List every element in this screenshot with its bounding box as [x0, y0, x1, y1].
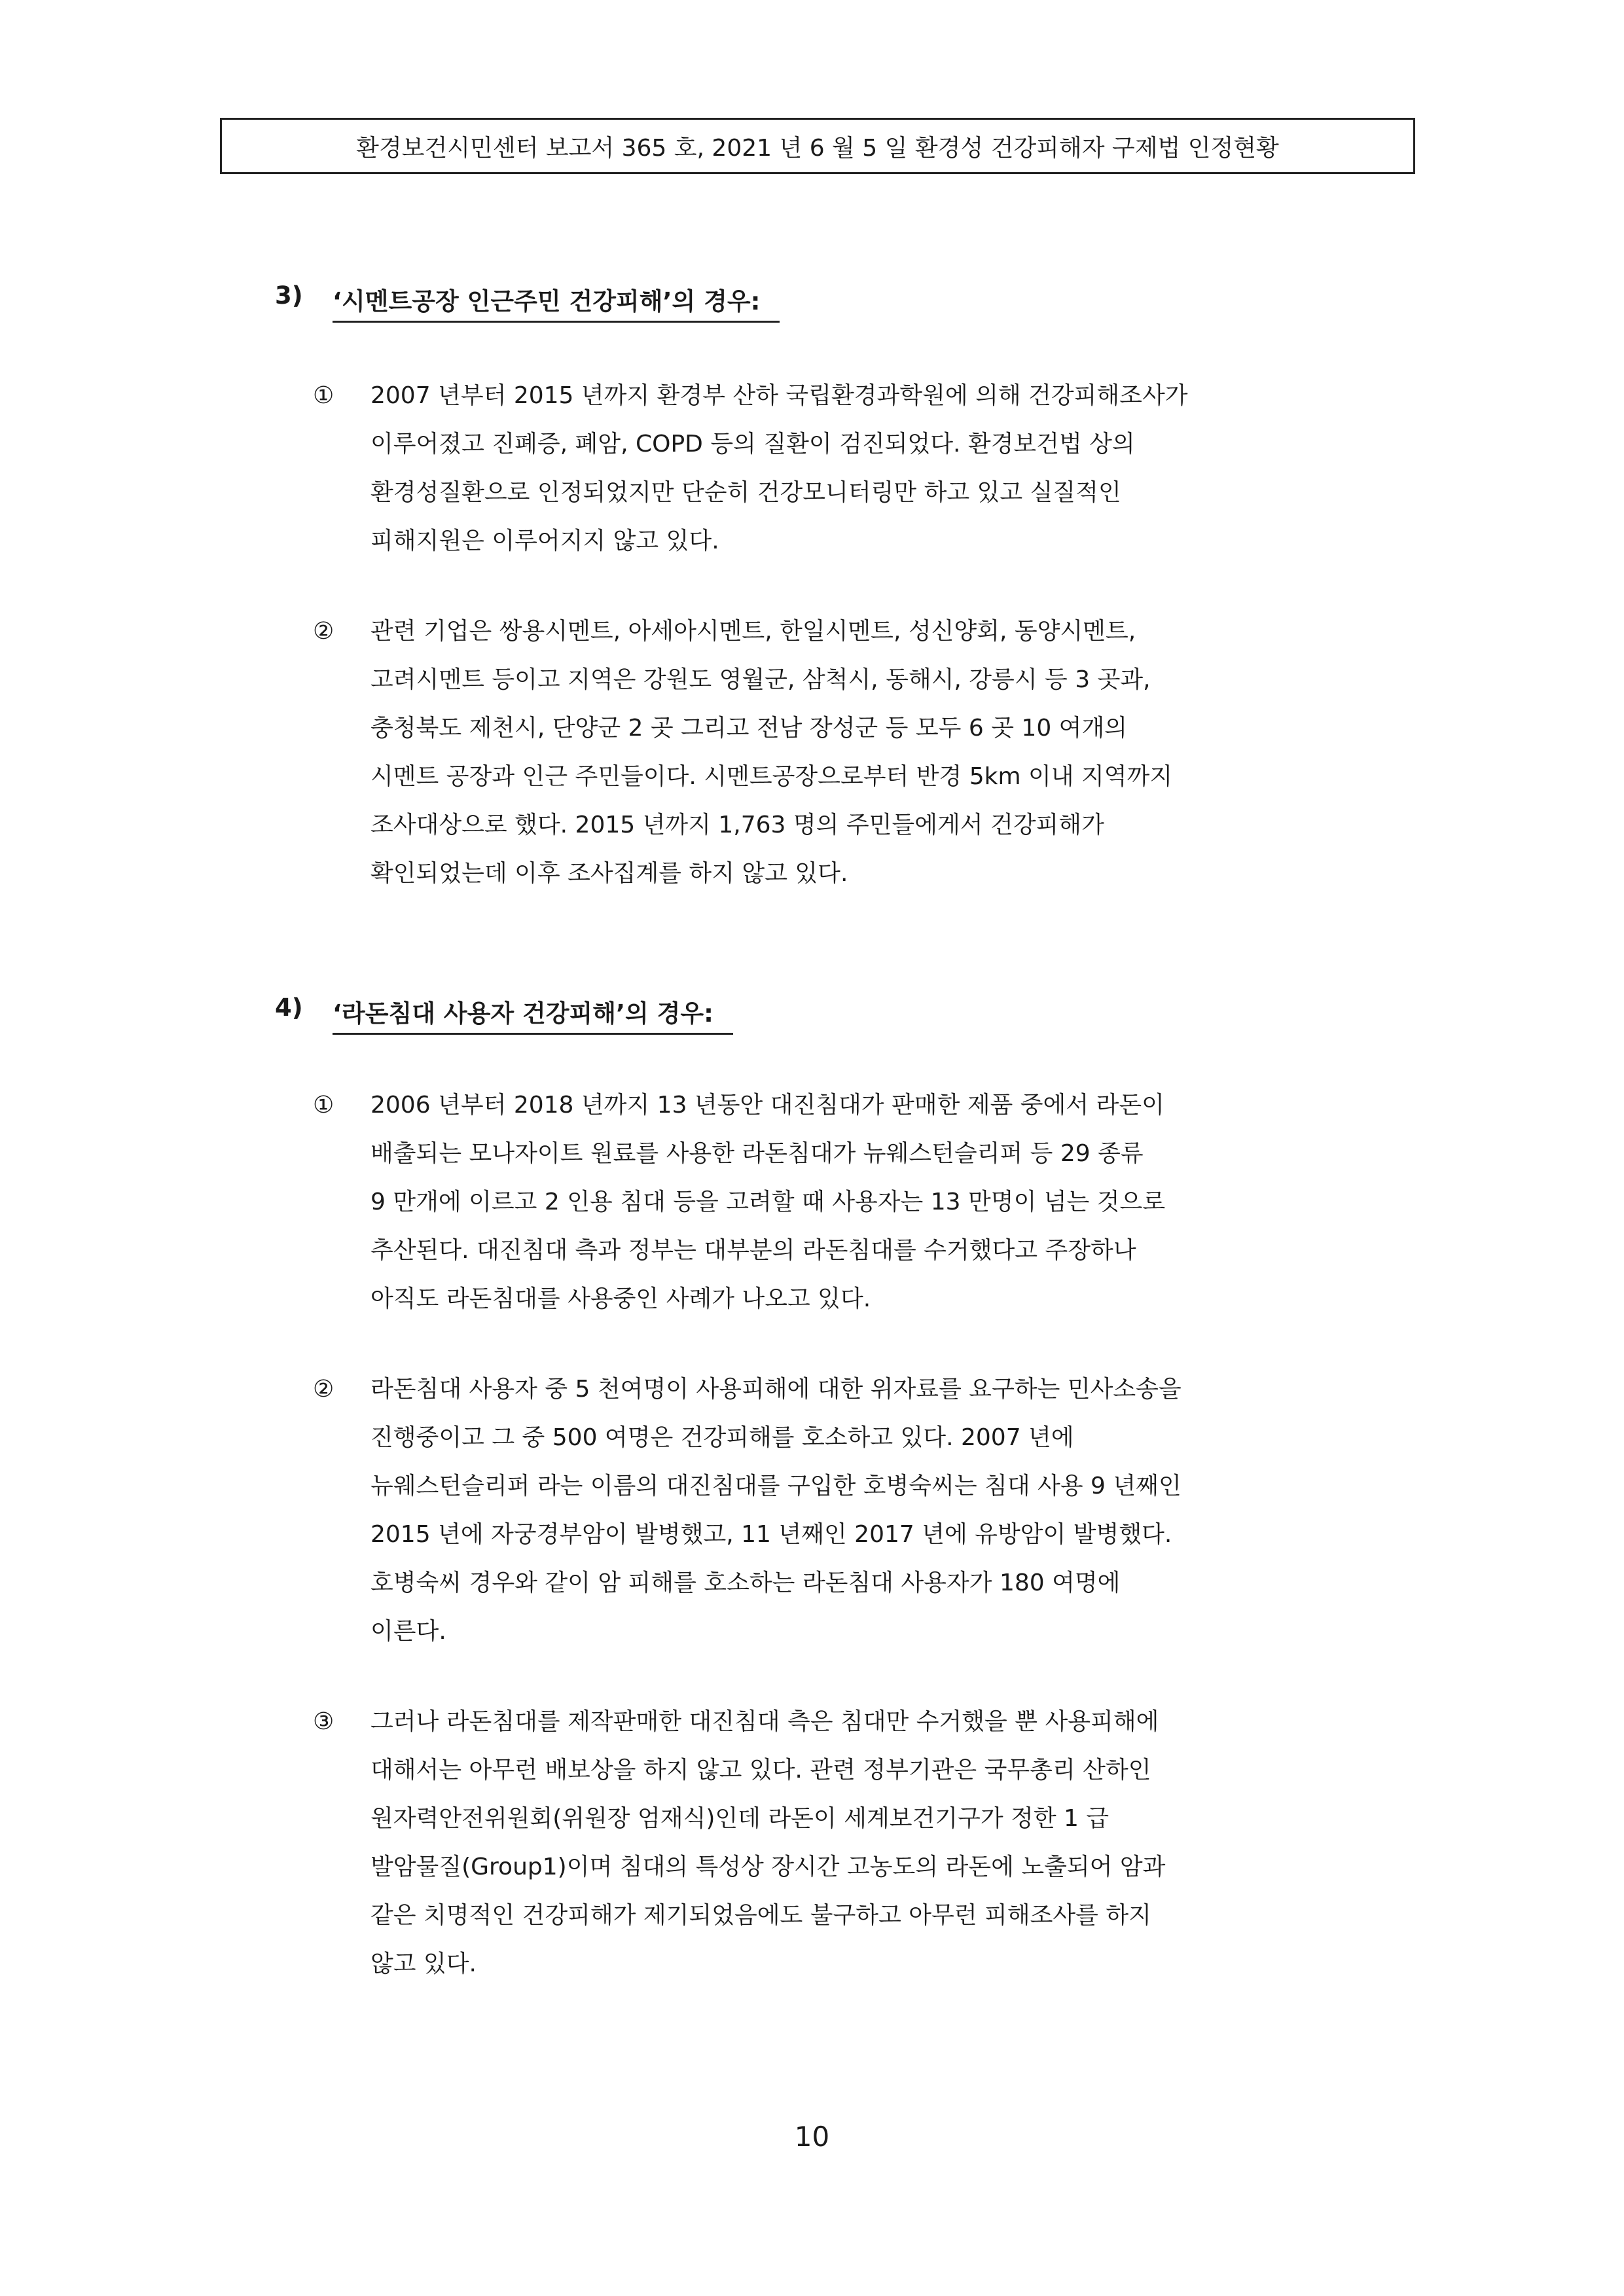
item-marker: ③ [313, 1708, 334, 1735]
item-line: 충청북도 제천시, 단양군 2 곳 그리고 전남 장성군 등 모두 6 곳 10 여개의 [370, 715, 1128, 742]
item-marker: ② [313, 618, 334, 645]
item-line: 그러나 라돈침대를 제작판매한 대진침대 측은 침대만 수거했을 뿐 사용피해에 [370, 1708, 1159, 1735]
item-line: 이른다. [370, 1618, 446, 1645]
item-line: 원자력안전위원회(위원장 엄재식)인데 라돈이 세계보건기구가 정한 1 급 [370, 1805, 1110, 1832]
item-line: 아직도 라돈침대를 사용중인 사례가 나오고 있다. [370, 1285, 871, 1312]
item-line: 관련 기업은 쌍용시멘트, 아세아시멘트, 한일시멘트, 성신양회, 동양시멘트, [370, 618, 1136, 645]
report-header-title: 환경보건시민센터 보고서 365 호, 2021 년 6 월 5 일 환경성 건강피해자 구제법 인정현황 [356, 134, 1279, 162]
item-text [370, 607, 1431, 898]
item-line: 환경성질환으로 인정되었지만 단순히 건강모니터링만 하고 있고 실질적인 [370, 479, 1121, 506]
item-line: 2006 년부터 2018 년까지 13 년동안 대진침대가 판매한 제품 중에서 라돈이 [370, 1092, 1164, 1119]
report-header [220, 118, 1415, 174]
item-marker: ② [313, 1376, 334, 1403]
item-line: 추산된다. 대진침대 측과 정부는 대부분의 라돈침대를 수거했다고 주장하나 [370, 1237, 1136, 1264]
item-line: 조사대상으로 했다. 2015 년까지 1,763 명의 주민들에게서 건강피해가 [370, 812, 1104, 838]
item-marker: ① [313, 1092, 334, 1119]
item-marker: ① [313, 382, 334, 409]
item-line: 9 만개에 이르고 2 인용 침대 등을 고려할 때 사용자는 13 만명이 넘는 것으로 [370, 1189, 1166, 1215]
item-text [370, 1365, 1431, 1656]
item-line: 발암물질(Group1)이며 침대의 특성상 장시간 고농도의 라돈에 노출되어 암과 [370, 1854, 1166, 1880]
item-text [370, 1081, 1431, 1323]
item-line: 같은 치명적인 건강피해가 제기되었음에도 불구하고 아무런 피해조사를 하지 [370, 1902, 1151, 1929]
item-line: 피해지원은 이루어지지 않고 있다. [370, 528, 719, 554]
item-line: 호병숙씨 경우와 같이 암 피해를 호소하는 라돈침대 사용자가 180 여명에 [370, 1570, 1121, 1596]
section-4-number: 4) [275, 994, 303, 1022]
item-line: 라돈침대 사용자 중 5 천여명이 사용피해에 대한 위자료를 요구하는 민사소송을 [370, 1376, 1182, 1403]
item-line: 진행중이고 그 중 500 여명은 건강피해를 호소하고 있다. 2007 년에 [370, 1424, 1074, 1451]
item-line: 2007 년부터 2015 년까지 환경부 산하 국립환경과학원에 의해 건강피해조사가 [370, 382, 1188, 409]
item-line: 배출되는 모나자이트 원료를 사용한 라돈침대가 뉴웨스턴슬리퍼 등 29 종류 [370, 1140, 1144, 1167]
item-line: 이루어졌고 진폐증, 폐암, COPD 등의 질환이 검진되었다. 환경보건법 상의 [370, 431, 1135, 457]
section-3-number: 3) [275, 281, 303, 310]
item-line: 확인되었는데 이후 조사집계를 하지 않고 있다. [370, 860, 848, 887]
section-4-title: ‘라돈침대 사용자 건강피해’의 경우: [333, 994, 733, 1035]
item-line: 대해서는 아무런 배보상을 하지 않고 있다. 관련 정부기관은 국무총리 산하인 [370, 1757, 1151, 1784]
item-line: 않고 있다. [370, 1950, 477, 1977]
item-line: 시멘트 공장과 인근 주민들이다. 시멘트공장으로부터 반경 5km 이내 지역까지 [370, 763, 1173, 790]
item-line: 뉴웨스턴슬리퍼 라는 이름의 대진침대를 구입한 호병숙씨는 침대 사용 9 년째인 [370, 1473, 1182, 1499]
item-text [370, 1698, 1431, 1988]
section-3-title: ‘시멘트공장 인근주민 건강피해’의 경우: [333, 281, 780, 323]
item-line: 2015 년에 자궁경부암이 발병했고, 11 년째인 2017 년에 유방암이 발병했다. [370, 1521, 1172, 1548]
item-text [370, 372, 1431, 565]
item-line: 고려시멘트 등이고 지역은 강원도 영월군, 삼척시, 동해시, 강릉시 등 3 곳과, [370, 666, 1151, 693]
page-number: 10 [794, 2121, 830, 2153]
